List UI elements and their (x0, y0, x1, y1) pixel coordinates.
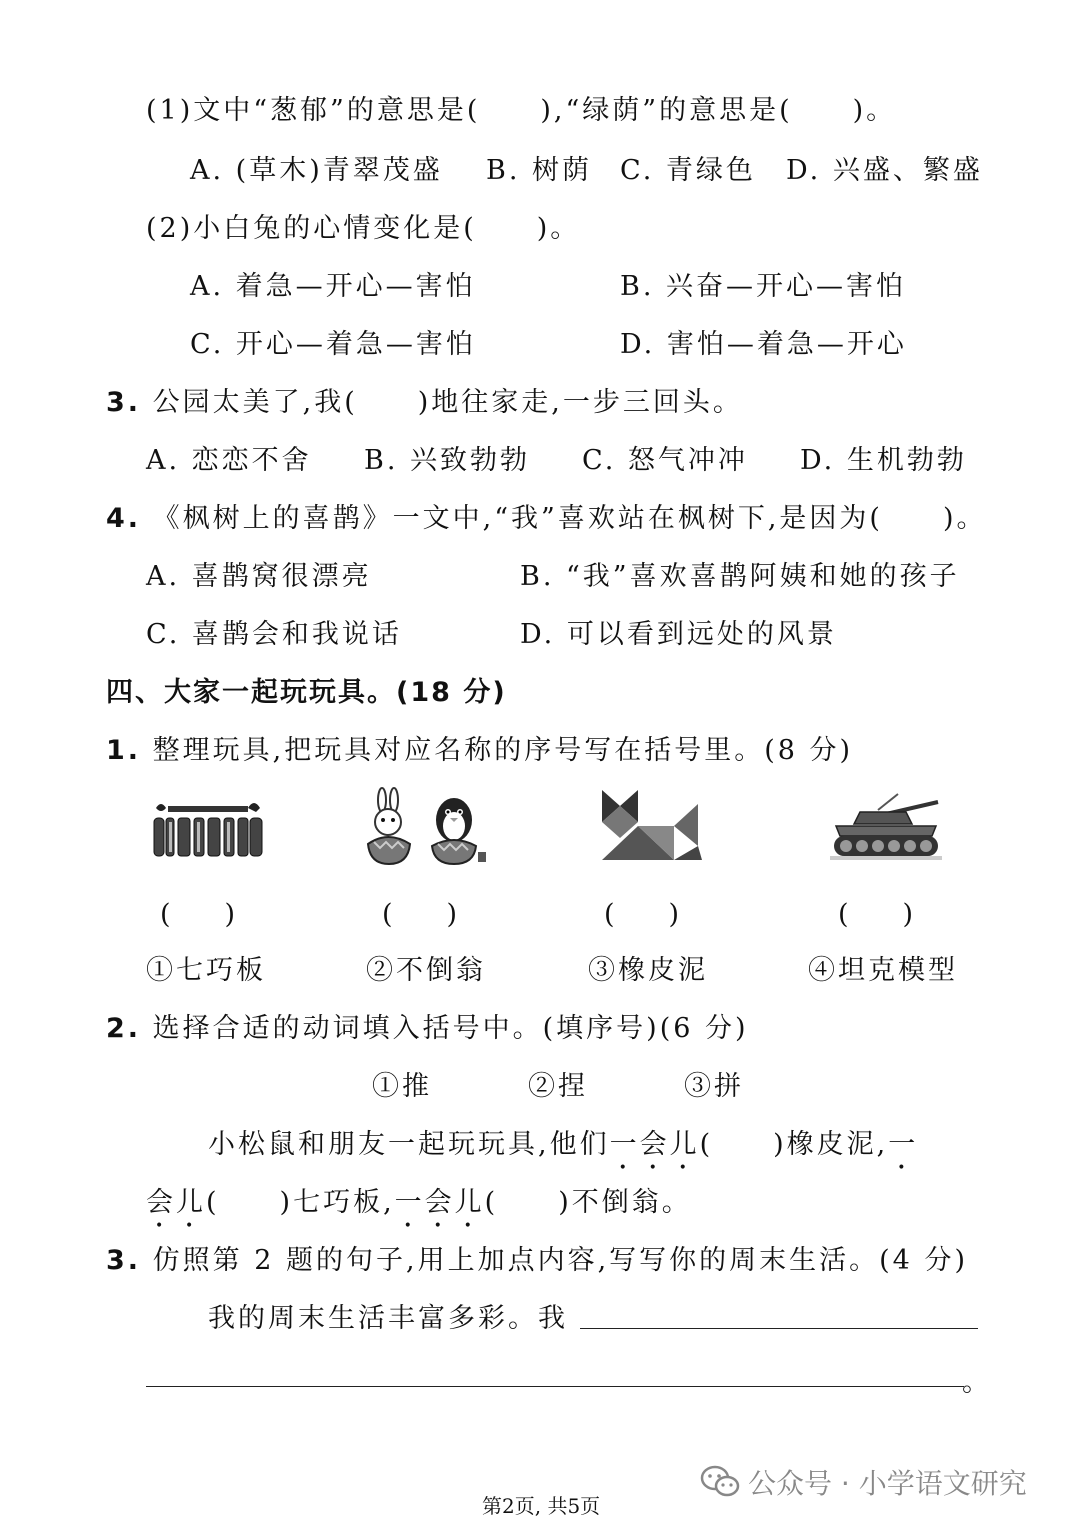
q3-option-a: A. 恋恋不舍 (146, 445, 312, 476)
q2-1-option-a: A. (草木)青翠茂盛 (190, 155, 443, 186)
toy-name-plasticine: ③橡皮泥 (588, 955, 708, 986)
q4-option-b: B. “我”喜欢喜鹊阿姨和她的孩子 (520, 561, 960, 592)
toy-3-answer-parens[interactable]: ( ) (604, 899, 680, 930)
q4-option-a: A. 喜鹊窝很漂亮 (146, 561, 372, 592)
q4-stem: 《枫树上的喜鹊》一文中,“我”喜欢站在枫树下,是因为( )。 (152, 503, 987, 534)
writing-line-1[interactable] (580, 1328, 978, 1329)
tank-model-image (826, 792, 946, 864)
s4-q2-stem: 选择合适的动词填入括号中。(填序号)(6 分) (152, 1013, 749, 1044)
s4-q2-sentence-line1 (208, 1122, 918, 1176)
q3-stem: 公园太美了,我( )地往家走,一步三回头。 (152, 387, 743, 418)
verb-option-pinch: ②捏 (528, 1071, 588, 1102)
sentence-part-c: ( )七巧板, (206, 1187, 395, 1218)
s4-q1-row (106, 728, 853, 767)
dotted-word-2b: 会儿 (146, 1187, 206, 1218)
toy-name-tumbler: ②不倒翁 (366, 955, 486, 986)
q3-row (106, 380, 743, 419)
s4-q1-number: 1. (106, 735, 142, 766)
q3-option-d: D. 生机勃勃 (800, 445, 967, 476)
toy-name-tank-model: ④坦克模型 (808, 955, 958, 986)
toy-name-tangram: ①七巧板 (146, 955, 266, 986)
s4-q3-lead: 我的周末生活丰富多彩。我 (208, 1303, 568, 1334)
q2-1-option-d: D. 兴盛、繁盛 (786, 155, 983, 186)
watermark-text: 公众号 · 小学语文研究 (748, 1467, 1027, 1500)
q2-2-option-b: B. 兴奋—开心—害怕 (620, 271, 907, 302)
wechat-icon (700, 1465, 740, 1499)
tangram-cat-image (598, 786, 704, 862)
page-footer: 第2页, 共5页 (482, 1494, 601, 1518)
q2-2-option-c: C. 开心—着急—害怕 (190, 329, 476, 360)
writing-line-2[interactable] (146, 1386, 964, 1387)
q3-option-b: B. 兴致勃勃 (364, 445, 531, 476)
s4-q3-number: 3. (106, 1245, 142, 1276)
q2-1-stem: (1)文中“葱郁”的意思是( ),“绿荫”的意思是( )。 (146, 95, 897, 126)
sentence-part-a: 小松鼠和朋友一起玩玩具,他们 (208, 1129, 610, 1160)
q2-2-option-a: A. 着急—开心—害怕 (190, 271, 476, 302)
q3-option-c: C. 怒气冲冲 (582, 445, 748, 476)
q2-2-stem: (2)小白兔的心情变化是( )。 (146, 213, 581, 244)
dotted-word-3: 一会儿 (394, 1187, 485, 1218)
q4-row (106, 496, 986, 535)
q3-number: 3. (106, 387, 142, 418)
verb-option-push: ①推 (372, 1071, 432, 1102)
q2-2-option-d: D. 害怕—着急—开心 (620, 329, 907, 360)
toy-1-answer-parens[interactable]: ( ) (160, 899, 236, 930)
verb-option-assemble: ③拼 (684, 1071, 744, 1102)
s4-q2-row (106, 1006, 749, 1045)
s4-q2-sentence-line2 (146, 1180, 692, 1234)
watermark (700, 1462, 1027, 1502)
dotted-word-1: 一会儿 (609, 1129, 700, 1160)
tumbler-toys-image (362, 786, 492, 866)
writing-end-period: 。 (962, 1367, 992, 1398)
s4-q3-row (106, 1238, 968, 1277)
q4-option-c: C. 喜鹊会和我说话 (146, 619, 402, 650)
section-4-heading: 四、大家一起玩玩具。(18 分) (106, 677, 507, 708)
toy-2-answer-parens[interactable]: ( ) (382, 899, 458, 930)
plasticine-set-image (148, 796, 268, 858)
toy-4-answer-parens[interactable]: ( ) (838, 899, 914, 930)
s4-q3-stem: 仿照第 2 题的句子,用上加点内容,写写你的周末生活。(4 分) (152, 1245, 968, 1276)
s4-q1-stem: 整理玩具,把玩具对应名称的序号写在括号里。(8 分) (152, 735, 854, 766)
dotted-word-2a: 一 (888, 1129, 919, 1160)
q2-1-option-c: C. 青绿色 (620, 155, 756, 186)
q4-option-d: D. 可以看到远处的风景 (520, 619, 837, 650)
q4-number: 4. (106, 503, 142, 534)
s4-q2-number: 2. (106, 1013, 142, 1044)
sentence-part-d: ( )不倒翁。 (484, 1187, 692, 1218)
q2-1-option-b: B. 树荫 (486, 155, 593, 186)
sentence-part-b: ( )橡皮泥, (699, 1129, 889, 1160)
